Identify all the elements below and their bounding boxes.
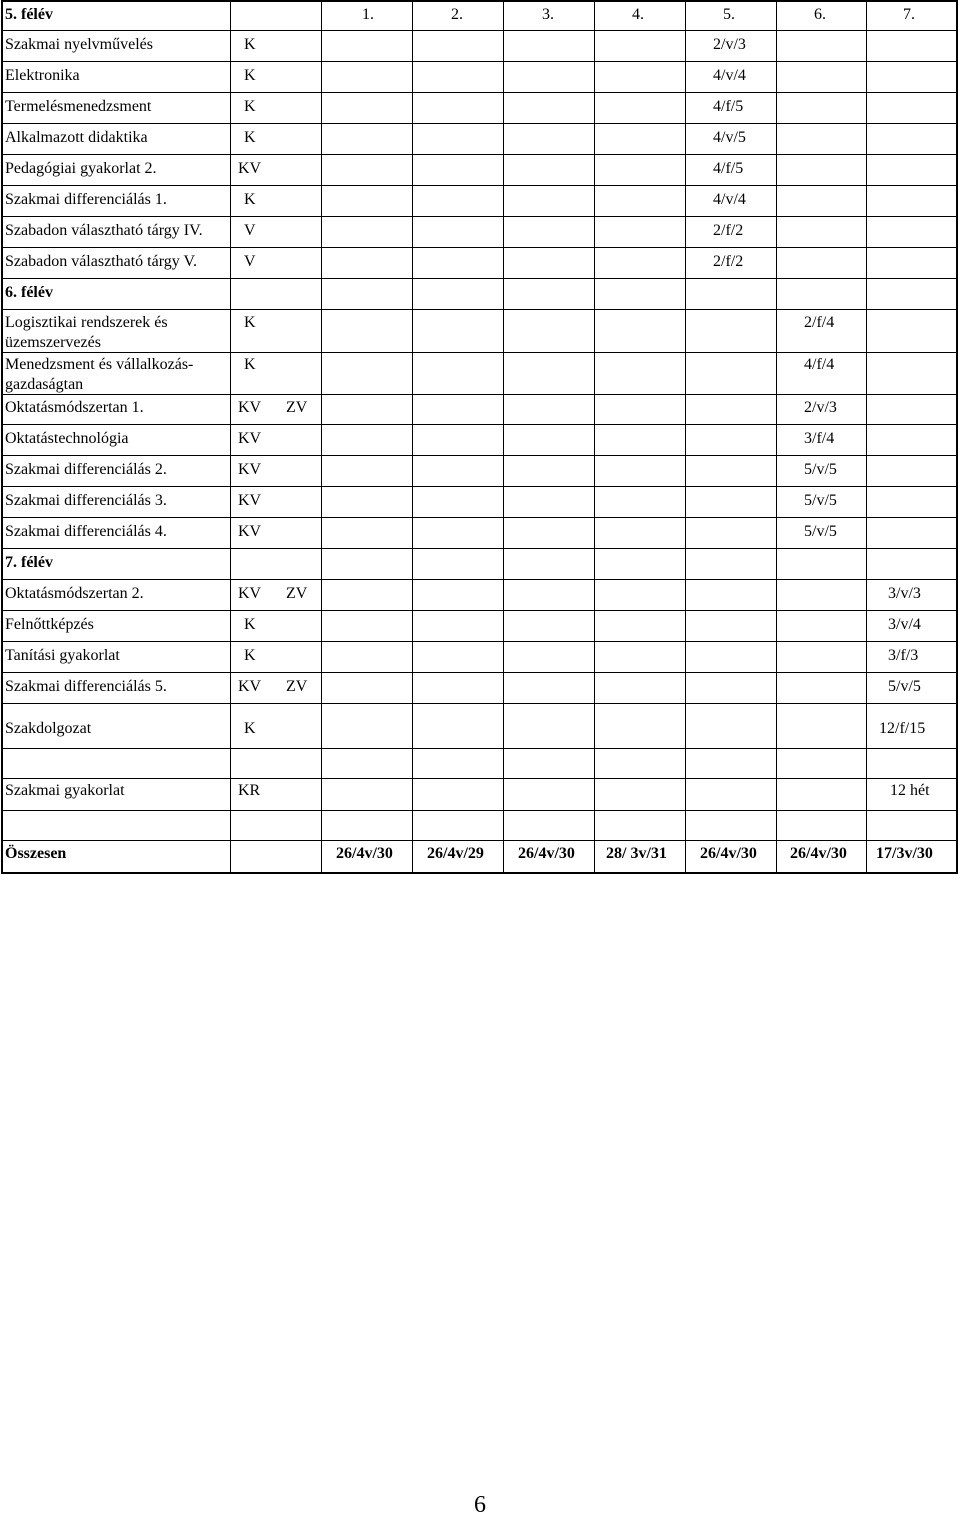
rule — [2, 778, 958, 779]
rule — [2, 61, 958, 62]
course-exam: ZV — [286, 585, 308, 602]
rule — [2, 455, 958, 456]
rule — [2, 810, 958, 811]
course-value: 2/v/3 — [804, 399, 837, 416]
rule — [594, 0, 595, 874]
total-value: 17/3v/30 — [876, 845, 933, 862]
rule — [2, 154, 958, 155]
column-header: 4. — [632, 6, 644, 23]
course-type: KV — [238, 430, 262, 447]
rule — [2, 641, 958, 642]
rule — [2, 579, 958, 580]
course-value: 3/v/4 — [888, 616, 921, 633]
course-value: 5/v/5 — [804, 523, 837, 540]
course-value: 5/v/5 — [888, 678, 921, 695]
course-type: K — [244, 129, 256, 146]
rule — [2, 0, 958, 2]
rule — [2, 92, 958, 93]
course-name: Szakmai gyakorlat — [5, 782, 125, 799]
course-name: Termelésmenedzsment — [5, 98, 152, 115]
course-name: Szakmai differenciálás 1. — [5, 191, 167, 208]
rule — [2, 486, 958, 487]
course-type: K — [244, 720, 256, 737]
course-name: Szakdolgozat — [5, 720, 92, 737]
rule — [2, 748, 958, 749]
course-type: KV — [238, 461, 262, 478]
rule — [2, 872, 958, 874]
course-type: V — [244, 253, 256, 270]
course-name: Oktatástechnológia — [5, 430, 129, 447]
course-name: Szakmai differenciálás 2. — [5, 461, 167, 478]
column-header: 1. — [362, 6, 374, 23]
course-value: 4/f/5 — [713, 98, 744, 115]
course-type: KV — [238, 678, 262, 695]
rule — [2, 216, 958, 217]
course-name: Szakmai nyelvművelés — [5, 36, 153, 53]
column-header: 2. — [451, 6, 463, 23]
rule — [685, 0, 686, 874]
course-type: KV — [238, 523, 262, 540]
course-type: KR — [238, 782, 261, 799]
course-type: KV — [238, 399, 262, 416]
rule — [2, 517, 958, 518]
course-type: K — [244, 191, 256, 208]
course-exam: ZV — [286, 399, 308, 416]
course-value: 5/v/5 — [804, 461, 837, 478]
page-number: 6 — [474, 1492, 486, 1518]
column-header: 3. — [542, 6, 554, 23]
course-name: Elektronika — [5, 67, 80, 84]
course-value: 4/f/4 — [804, 356, 835, 373]
rule — [2, 610, 958, 611]
total-value: 28/ 3v/31 — [606, 845, 667, 862]
rule — [2, 309, 958, 310]
course-type: K — [244, 67, 256, 84]
course-value: 4/v/5 — [713, 129, 746, 146]
course-type: K — [244, 314, 256, 331]
rule — [412, 0, 413, 874]
column-header: 5. — [723, 6, 735, 23]
total-label: Összesen — [5, 845, 67, 862]
course-value: 3/v/3 — [888, 585, 921, 602]
course-type: K — [244, 98, 256, 115]
course-value: 5/v/5 — [804, 492, 837, 509]
course-type: K — [244, 36, 256, 53]
course-value: 2/f/4 — [804, 314, 835, 331]
course-name: Logisztikai rendszerek és üzemszervezés — [5, 314, 168, 351]
course-exam: ZV — [286, 678, 308, 695]
course-type: V — [244, 222, 256, 239]
course-name: Szakmai differenciálás 4. — [5, 523, 167, 540]
course-type: K — [244, 356, 256, 373]
rule — [321, 0, 322, 874]
rule — [866, 0, 867, 874]
course-name: Szakmai differenciálás 5. — [5, 678, 167, 695]
course-value: 2/v/3 — [713, 36, 746, 53]
semester-header: 7. félév — [5, 554, 53, 571]
course-name: Szabadon választható tárgy IV. — [5, 222, 203, 239]
course-value: 2/f/2 — [713, 222, 744, 239]
course-name: Oktatásmódszertan 2. — [5, 585, 144, 602]
rule — [2, 278, 958, 279]
course-value: 2/f/2 — [713, 253, 744, 270]
course-type: K — [244, 647, 256, 664]
rule — [776, 0, 777, 874]
course-type: KV — [238, 492, 262, 509]
rule — [2, 424, 958, 425]
rule — [2, 247, 958, 248]
column-header: 6. — [814, 6, 826, 23]
rule — [503, 0, 504, 874]
semester-header: 5. félév — [5, 6, 53, 23]
semester-header: 6. félév — [5, 284, 53, 301]
rule — [2, 840, 958, 841]
course-type: KV — [238, 160, 262, 177]
rule — [2, 185, 958, 186]
rule — [2, 123, 958, 124]
rule — [2, 30, 958, 31]
rule — [2, 703, 958, 704]
course-name: Oktatásmódszertan 1. — [5, 399, 144, 416]
total-value: 26/4v/30 — [790, 845, 847, 862]
total-value: 26/4v/30 — [518, 845, 575, 862]
course-value: 3/f/3 — [888, 647, 919, 664]
course-type: K — [244, 616, 256, 633]
course-value: 3/f/4 — [804, 430, 835, 447]
course-type: KV — [238, 585, 262, 602]
rule — [2, 672, 958, 673]
course-value: 12 hét — [890, 782, 930, 799]
rule — [230, 0, 231, 874]
course-name: Szabadon választható tárgy V. — [5, 253, 197, 270]
rule — [1, 0, 3, 874]
total-value: 26/4v/29 — [427, 845, 484, 862]
course-name: Tanítási gyakorlat — [5, 647, 120, 664]
course-value: 4/v/4 — [713, 191, 746, 208]
total-value: 26/4v/30 — [700, 845, 757, 862]
course-name: Felnőttképzés — [5, 616, 94, 633]
course-name: Pedagógiai gyakorlat 2. — [5, 160, 157, 177]
total-value: 26/4v/30 — [336, 845, 393, 862]
column-header: 7. — [903, 6, 915, 23]
course-value: 4/f/5 — [713, 160, 744, 177]
course-name: Szakmai differenciálás 3. — [5, 492, 167, 509]
course-name: Menedzsment és vállalkozás-gazdaságtan — [5, 356, 194, 393]
rule — [2, 548, 958, 549]
course-value: 4/v/4 — [713, 67, 746, 84]
course-name: Alkalmazott didaktika — [5, 129, 148, 146]
course-value: 12/f/15 — [879, 720, 926, 737]
rule — [956, 0, 958, 874]
